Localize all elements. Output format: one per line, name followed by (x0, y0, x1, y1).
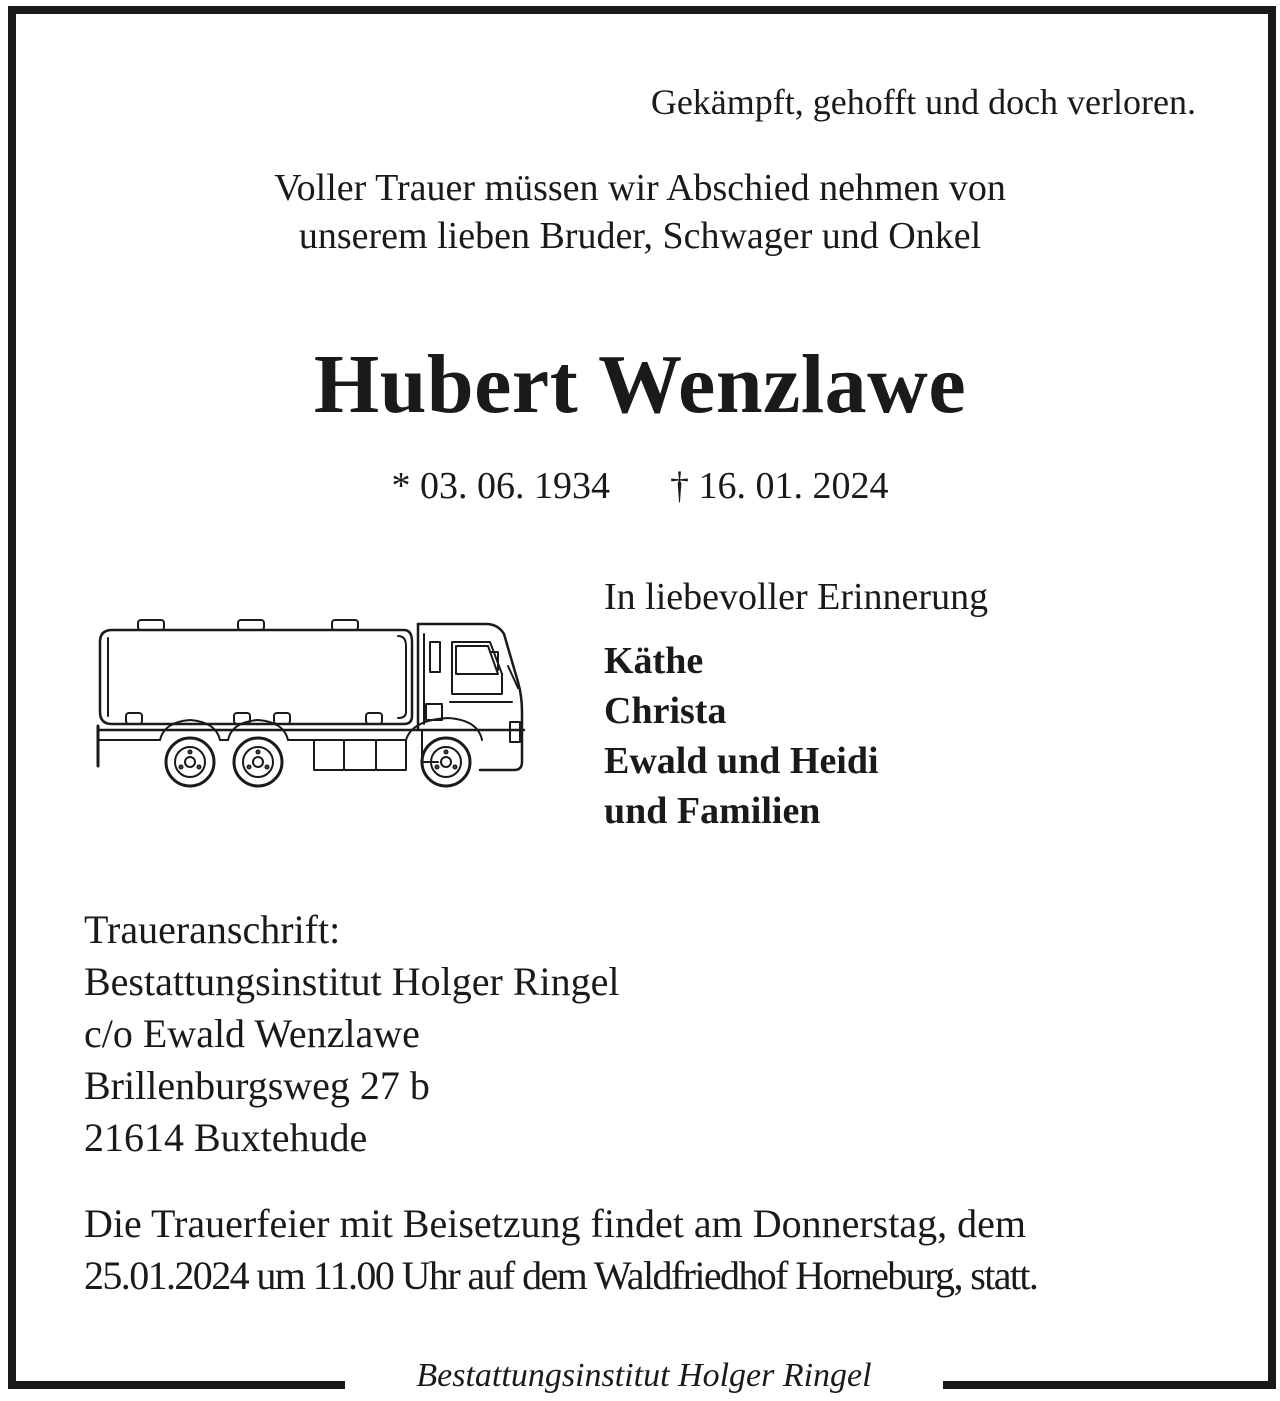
intro-text (0, 164, 1280, 260)
motto: Gekämpft, gehofft und doch verloren. (650, 82, 1196, 122)
mourning-address (84, 904, 620, 1164)
intro-line-1: Voller Trauer müssen wir Abschied nehmen von (274, 167, 1006, 209)
intro-line-2: unserem lieben Bruder, Schwager und Onkel (298, 215, 982, 257)
ceremony-notice (84, 1198, 1037, 1302)
address-line: c/o Ewald Wenzlawe (84, 1011, 420, 1056)
remembrance-block (604, 574, 988, 836)
ceremony-line-2: 25.01.2024 um 11.00 Uhr auf dem Waldfriedhof Horneburg, statt. (84, 1253, 1038, 1298)
tanker-truck-icon (94, 612, 530, 792)
life-dates (0, 462, 1280, 510)
mourner-name: und Familien (604, 790, 821, 832)
mourner-name: Käthe (604, 640, 704, 682)
ceremony-line-1: Die Trauerfeier mit Beisetzung findet am Donnerstag, dem (84, 1201, 1026, 1246)
funeral-home-footer: Bestattungsinstitut Holger Ringel (416, 1357, 872, 1394)
deceased-name: Hubert Wenzlawe (313, 338, 967, 431)
death-date: † 16. 01. 2024 (670, 465, 889, 507)
address-line: 21614 Buxtehude (84, 1115, 368, 1160)
address-line: Brillenburgsweg 27 b (84, 1063, 430, 1108)
mourner-name: Ewald und Heidi (604, 740, 879, 782)
frame-bottom-right (943, 1381, 1276, 1389)
address-label: Traueranschrift: (84, 907, 341, 952)
frame-bottom-left (8, 1381, 345, 1389)
remembrance-lead: In liebevoller Erinnerung (604, 576, 989, 618)
mourner-name: Christa (604, 690, 727, 732)
address-line: Bestattungsinstitut Holger Ringel (84, 959, 620, 1004)
birth-date: * 03. 06. 1934 (391, 465, 610, 507)
